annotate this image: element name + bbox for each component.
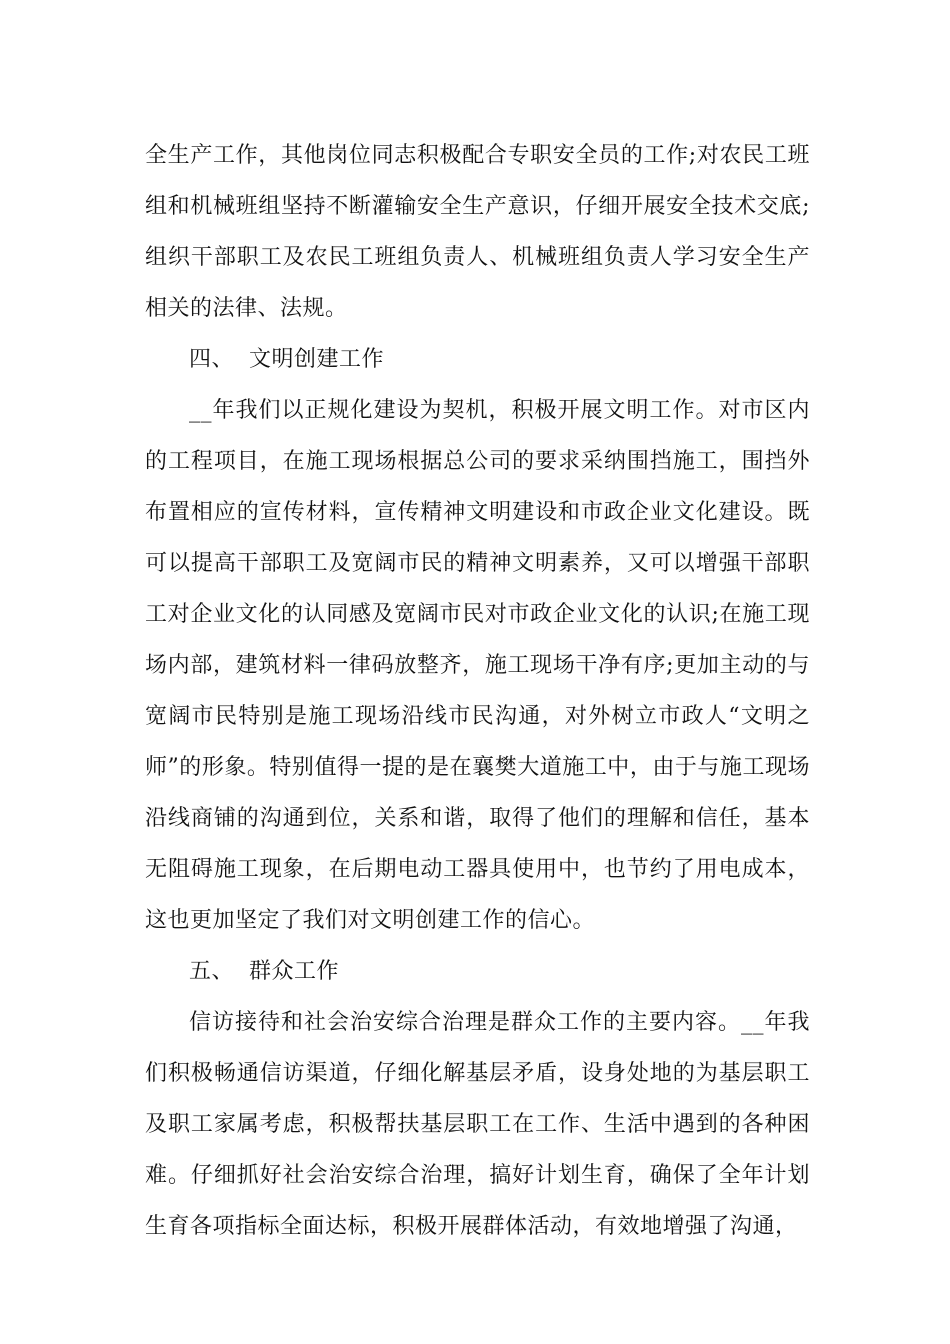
- paragraph-mass-work: 信访接待和社会治安综合治理是群众工作的主要内容。__年我们积极畅通信访渠道，仔细化解基层矛盾，设身处地的为基层职工及职工家属考虑，积极帮扶基层职工在工作、生活中遇到的各种困难。仔细抓好社会治安综合治理，搞好计划生育，确保了全年计划生育各项指标全面达标，积极开展群体活动，有效地增强了沟通，: [145, 1010, 810, 1239]
- paragraph-safety-continued: 全生产工作，其他岗位同志积极配合专职安全员的工作;对农民工班组和机械班组坚持不断灌输安全生产意识，仔细开展安全技术交底;组织干部职工及农民工班组负责人、机械班组负责人学习安全生产相关的法律、法规。: [145, 143, 810, 321]
- paragraph-civilization: __年我们以正规化建设为契机，积极开展文明工作。对市区内的工程项目，在施工现场根据总公司的要求采纳围挡施工，围挡外布置相应的宣传材料，宣传精神文明建设和市政企业文化建设。既可以提高干部职工及宽阔市民的精神文明素养，又可以增强干部职工对企业文化的认同感及宽阔市民对市政企业文化的认识;在施工现场内部，建筑材料一律码放整齐，施工现场干净有序;更加主动的与宽阔市民特别是施工现场沿线市民沟通，对外树立市政人“文明之师”的形象。特别值得一提的是在襄樊大道施工中，由于与施工现场沿线商铺的沟通到位，关系和谐，取得了他们的理解和信任，基本无阻碍施工现象，在后期电动工器具使用中，也节约了用电成本，这也更加坚定了我们对文明创建工作的信心。: [145, 398, 810, 933]
- section-heading-mass-work: 五、 群众工作: [189, 959, 339, 984]
- document-body: [145, 130, 810, 1252]
- section-heading-civilization: 四、 文明创建工作: [189, 347, 384, 372]
